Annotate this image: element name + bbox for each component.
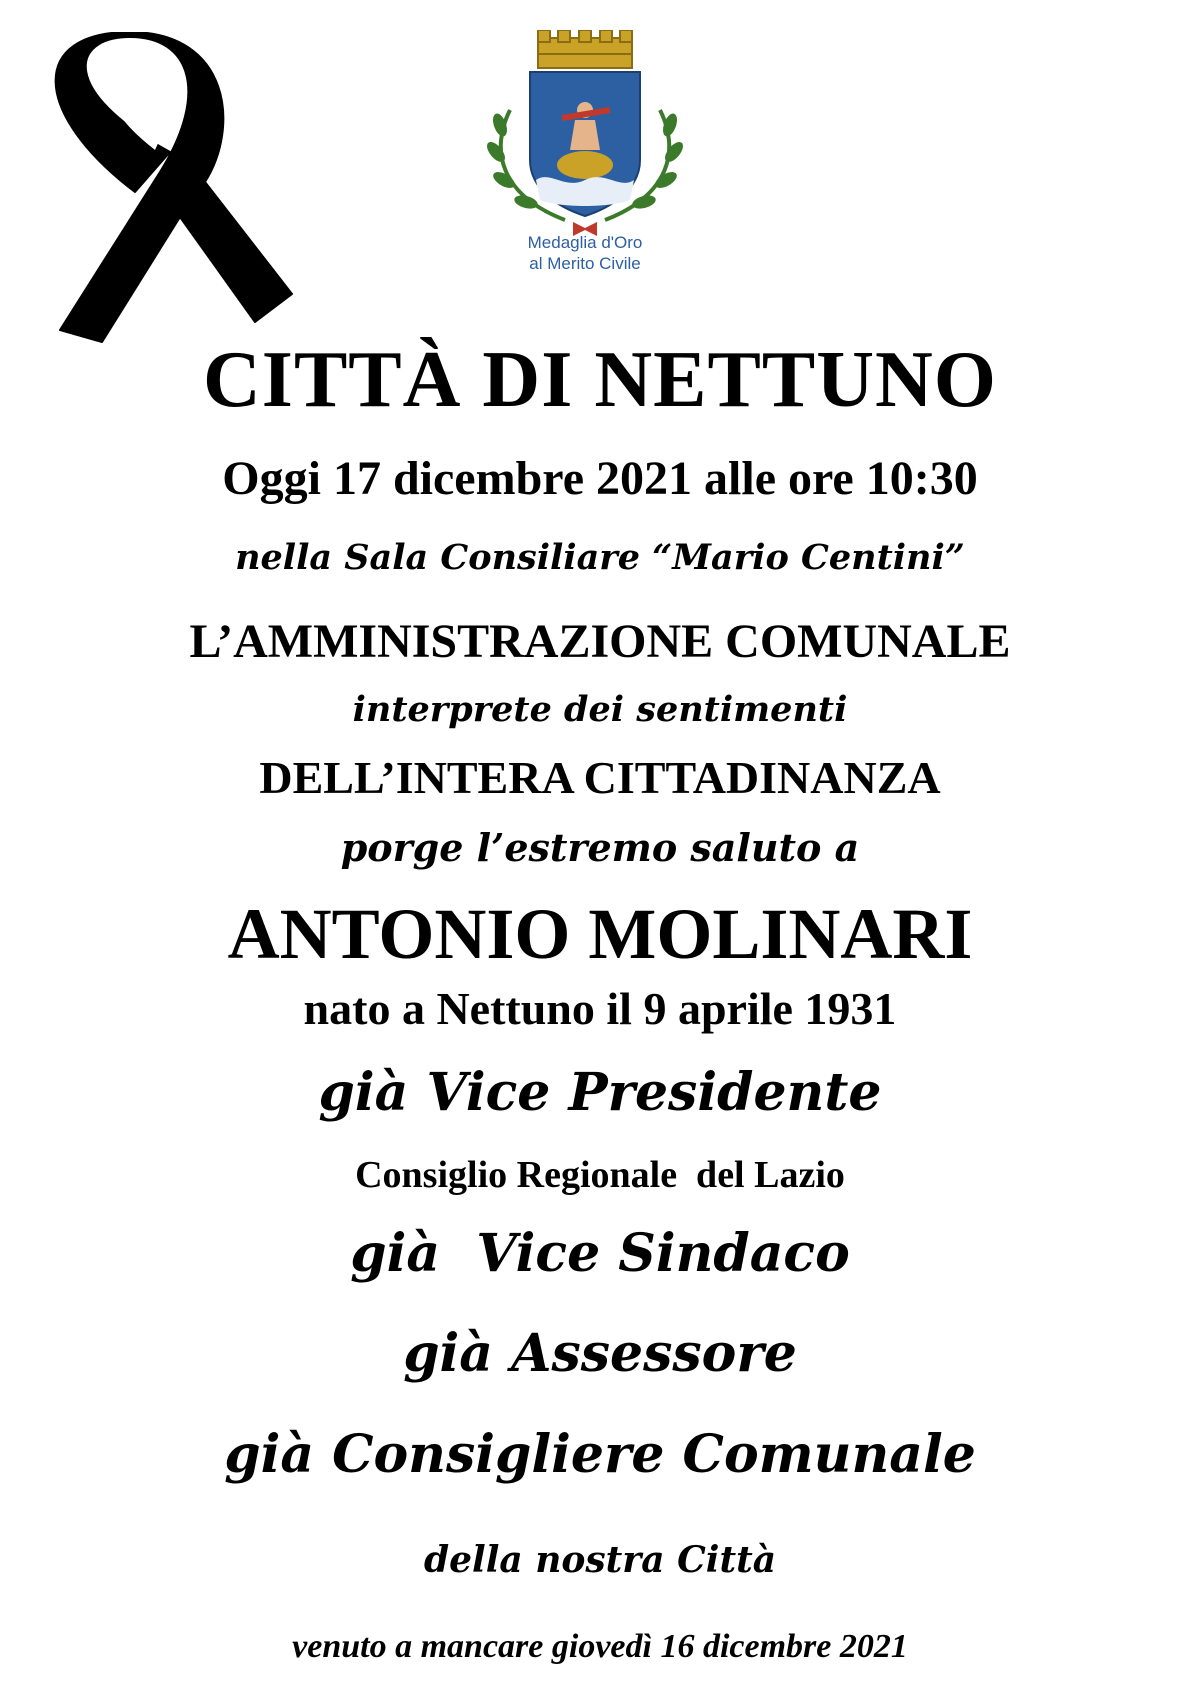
deceased-name: ANTONIO MOLINARI xyxy=(227,894,973,974)
administration-line: L’AMMINISTRAZIONE COMUNALE xyxy=(189,615,1011,668)
role-vice-mayor: già Vice Sindaco xyxy=(350,1223,850,1284)
ceremony-date-time: Oggi 17 dicembre 2021 alle ore 10:30 xyxy=(222,452,978,505)
crest-caption-line1: Medaglia d'Oro xyxy=(527,233,643,252)
role-vice-president: già Vice Presidente xyxy=(318,1062,882,1123)
role-regional-council: Consiglio Regionale del Lazio xyxy=(355,1154,845,1196)
city-line: della nostra Città xyxy=(423,1539,777,1581)
death-date-line: venuto a mancare giovedì 16 dicembre 2021 xyxy=(292,1628,908,1665)
farewell-line: porge l’estremo saluto a xyxy=(340,825,860,870)
citizenry-line: DELL’INTERA CITTADINANZA xyxy=(259,752,941,803)
ceremony-location: nella Sala Consiliare “Mario Centini” xyxy=(235,537,965,578)
mourning-ribbon-icon xyxy=(20,32,300,347)
crest-caption xyxy=(470,232,700,274)
role-councillor-assessor: già Assessore xyxy=(403,1323,797,1384)
crest-caption-line2: al Merito Civile xyxy=(529,254,641,273)
notice-title: CITTÀ DI NETTUNO xyxy=(203,336,997,424)
birth-line: nato a Nettuno il 9 aprile 1931 xyxy=(303,983,897,1034)
interpreter-line: interprete dei sentimenti xyxy=(352,689,848,730)
role-municipal-councillor: già Consigliere Comunale xyxy=(224,1424,976,1485)
